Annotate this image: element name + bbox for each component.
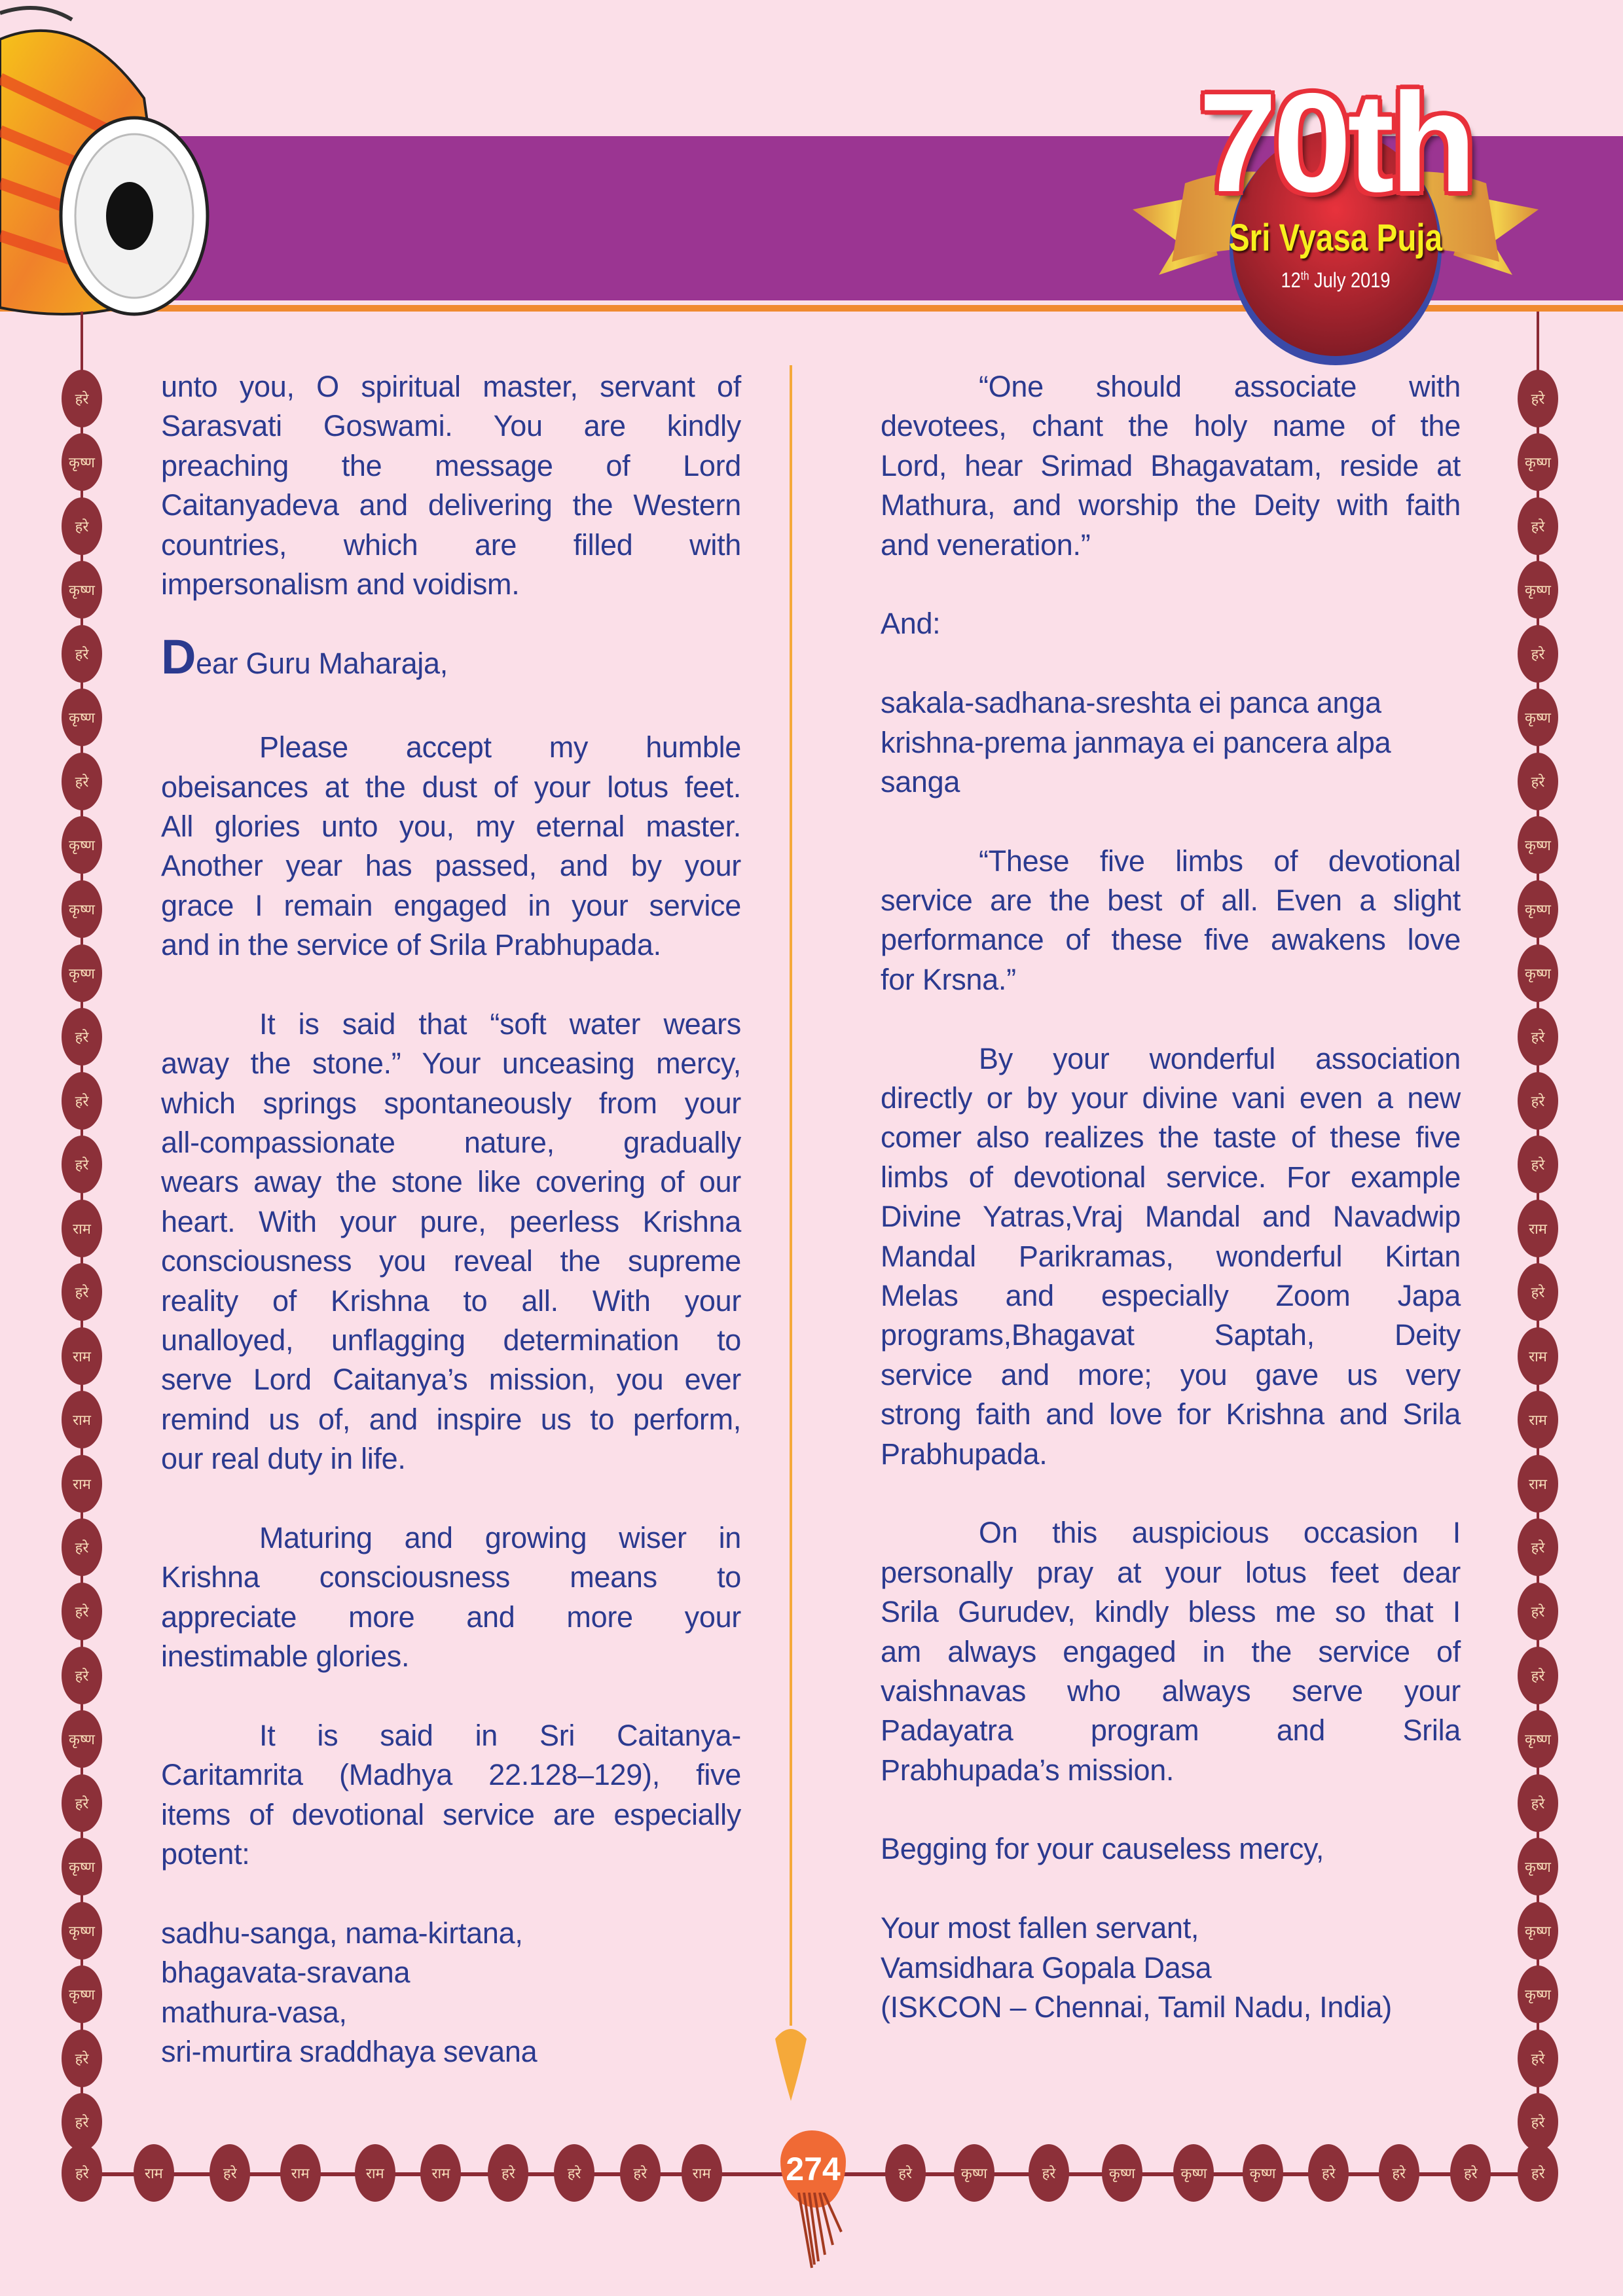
japa-bead: कृष्ण xyxy=(1518,1965,1558,2023)
japa-bead: हरे xyxy=(62,1072,102,1130)
japa-bead: कृष्ण xyxy=(62,1838,102,1895)
text-line: Lord, hear Srimad Bhagavatam, reside at xyxy=(881,448,1461,482)
japa-bead: राम xyxy=(420,2144,461,2202)
japa-bead: कृष्ण xyxy=(1243,2144,1283,2202)
japa-bead: कृष्ण xyxy=(1518,1710,1558,1768)
paragraph xyxy=(161,1716,741,1874)
text-line: Divine Yatras,Vraj Mandal and Navadwip xyxy=(881,1200,1461,1234)
japa-bead: कृष्ण xyxy=(62,944,102,1002)
paragraph xyxy=(161,1518,741,1677)
text-line: service and more; you gave us very xyxy=(881,1357,1461,1391)
japa-bead: हरे xyxy=(62,370,102,427)
text-line: items of devotional service are especially xyxy=(161,1797,741,1831)
text-line: impersonalism and voidism. xyxy=(161,567,520,601)
japa-bead: हरे xyxy=(1518,1583,1558,1640)
japa-bead: हरे xyxy=(62,2030,102,2087)
text-line: grace I remain engaged in your service xyxy=(161,888,741,922)
japa-bead: कृष्ण xyxy=(1518,433,1558,491)
japa-bead: हरे xyxy=(1518,753,1558,810)
japa-bead: कृष्ण xyxy=(1173,2144,1214,2202)
text-line: Caritamrita (Madhya 22.128–129), five xyxy=(161,1758,741,1792)
japa-bead: राम xyxy=(1518,1455,1558,1513)
text-line: bhagavata-sravana xyxy=(161,1956,410,1990)
text-line: inestimable glories. xyxy=(161,1640,410,1674)
closing xyxy=(881,1829,1461,1869)
text-line: Mandal Parikramas, wonderful Kirtan xyxy=(881,1239,1461,1273)
japa-bead: राम xyxy=(1518,1327,1558,1385)
text-line: Vamsidhara Gopala Dasa xyxy=(881,1950,1212,1984)
japa-bead: हरे xyxy=(1518,1072,1558,1130)
text-line: sadhu-sanga, nama-kirtana, xyxy=(161,1916,523,1950)
japa-bead: हरे xyxy=(62,1008,102,1066)
text-line: service are the best of all. Even a slight xyxy=(881,884,1461,918)
text-line: sri-murtira sraddhaya sevana xyxy=(161,2035,538,2069)
japa-bead: कृष्ण xyxy=(1518,816,1558,874)
text-line: potent: xyxy=(161,1837,250,1871)
text-line: wears away the stone like covering of our xyxy=(161,1165,741,1199)
japa-bead: कृष्ण xyxy=(62,1710,102,1768)
text-line: and in the service of Srila Prabhupada. xyxy=(161,928,661,962)
japa-bead: हरे xyxy=(1029,2144,1069,2202)
japa-bead: हरे xyxy=(1450,2144,1491,2202)
text-line: Caitanyadeva and delivering the Western xyxy=(161,488,741,522)
text-line: mathura-vasa, xyxy=(161,1995,347,2029)
text-line: consciousness you reveal the supreme xyxy=(161,1244,741,1278)
japa-bead: हरे xyxy=(62,1647,102,1704)
japa-bead: कृष्ण xyxy=(1518,944,1558,1002)
japa-bead: हरे xyxy=(620,2144,661,2202)
text-line: comer also realizes the taste of these five xyxy=(881,1121,1461,1155)
japa-bead: हरे xyxy=(488,2144,528,2202)
japa-bead: राम xyxy=(1518,1200,1558,1257)
text-line: strong faith and love for Krishna and Srila xyxy=(881,1397,1461,1431)
japa-bead: कृष्ण xyxy=(62,689,102,746)
text-line: Maturing and growing wiser in xyxy=(259,1520,741,1554)
japa-bead: हरे xyxy=(885,2144,926,2202)
text-line: On this auspicious occasion I xyxy=(979,1516,1461,1550)
japa-bead: राम xyxy=(682,2144,722,2202)
paragraph xyxy=(881,842,1461,1000)
text-line: unto you, O spiritual master, servant of xyxy=(161,370,741,403)
text-line: Prabhupada. xyxy=(881,1437,1048,1471)
japa-bead: हरे xyxy=(1518,1647,1558,1704)
japa-bead: कृष्ण xyxy=(1518,880,1558,938)
japa-bead: हरे xyxy=(62,497,102,555)
japa-bead: हरे xyxy=(1518,1136,1558,1193)
text-line: “These five limbs of devotional xyxy=(979,844,1461,878)
paragraph xyxy=(881,367,1461,565)
japa-bead: हरे xyxy=(62,1774,102,1832)
salutation: Dear Guru Maharaja, xyxy=(161,629,448,684)
japa-bead: कृष्ण xyxy=(62,1902,102,1960)
tassel-ornament xyxy=(786,2193,851,2271)
text-line: sakala-sadhana-sreshta ei panca anga xyxy=(881,686,1381,720)
japa-bead: कृष्ण xyxy=(62,433,102,491)
japa-bead: राम xyxy=(280,2144,321,2202)
text-line: Mathura, and worship the Deity with faith xyxy=(881,488,1461,522)
japa-bead: कृष्ण xyxy=(954,2144,994,2202)
japa-bead: कृष्ण xyxy=(62,816,102,874)
text-line: sanga xyxy=(881,764,960,798)
paragraph xyxy=(161,1005,741,1479)
japa-bead: कृष्ण xyxy=(62,880,102,938)
text-line: away the stone.” Your unceasing mercy, xyxy=(161,1047,741,1081)
text-line: It is said that “soft water wears xyxy=(259,1007,741,1041)
japa-bead: कृष्ण xyxy=(1518,561,1558,619)
text-line: countries, which are filled with xyxy=(161,528,741,562)
verse xyxy=(161,1914,741,2072)
column-divider xyxy=(790,365,792,2015)
text-line: performance of these five awakens love xyxy=(881,923,1461,957)
japa-bead: हरे xyxy=(1518,497,1558,555)
left-column xyxy=(161,367,741,2111)
text-line: obeisances at the dust of your lotus feet. xyxy=(161,770,741,804)
text-line: limbs of devotional service. For example xyxy=(881,1160,1461,1194)
japa-bead: हरे xyxy=(62,1263,102,1321)
text-line: Melas and especially Zoom Japa xyxy=(881,1278,1461,1312)
japa-bead: हरे xyxy=(1518,625,1558,683)
japa-bead: राम xyxy=(62,1327,102,1385)
text-line: Your most fallen servant, xyxy=(881,1911,1199,1945)
text-line: programs,Bhagavat Saptah, Deity xyxy=(881,1318,1461,1352)
paragraph xyxy=(161,728,741,965)
paragraph xyxy=(881,1513,1461,1790)
japa-bead: कृष्ण xyxy=(1518,1838,1558,1895)
text-line: remind us of, and inspire us to perform, xyxy=(161,1402,741,1436)
japa-bead: हरे xyxy=(62,1518,102,1576)
japa-bead: हरे xyxy=(1518,1008,1558,1066)
text-line: all-compassionate nature, gradually xyxy=(161,1126,741,1160)
text-line: Krishna consciousness means to xyxy=(161,1560,741,1594)
paragraph xyxy=(881,1039,1461,1474)
japa-bead: राम xyxy=(62,1455,102,1513)
japa-bead: हरे xyxy=(1518,2093,1558,2151)
drop-cap: D xyxy=(161,629,196,684)
japa-bead: राम xyxy=(62,1391,102,1448)
japa-bead: कृष्ण xyxy=(1518,1902,1558,1960)
text-line: for Krsna.” xyxy=(881,962,1016,996)
text-line: All glories unto you, my eternal master. xyxy=(161,809,741,843)
text-line: vaishnavas who always serve your xyxy=(881,1674,1461,1708)
badge-title: 70th xyxy=(1198,63,1473,221)
japa-bead: हरे xyxy=(62,753,102,810)
text-line: Padayatra program and Srila xyxy=(881,1713,1461,1748)
text-line: Sarasvati Goswami. You are kindly xyxy=(161,409,741,443)
japa-bead: राम xyxy=(134,2144,174,2202)
text-line: unalloyed, unflagging determination to xyxy=(161,1323,741,1357)
text-line: directly or by your divine vani even a new xyxy=(881,1081,1461,1115)
text-line: heart. With your pure, peerless Krishna xyxy=(161,1204,741,1238)
text-line: am always engaged in the service of xyxy=(881,1634,1461,1668)
text-line: “One should associate with xyxy=(979,370,1461,403)
japa-bead: कृष्ण xyxy=(1518,689,1558,746)
text-line: serve Lord Caitanya’s mission, you ever xyxy=(161,1363,741,1397)
japa-bead: हरे xyxy=(1379,2144,1419,2202)
japa-bead: हरे xyxy=(1518,1518,1558,1576)
text-line: which springs spontaneously from your xyxy=(161,1086,741,1120)
text-line: our real duty in life. xyxy=(161,1442,406,1476)
japa-bead: कृष्ण xyxy=(62,1965,102,2023)
japa-bead: कृष्ण xyxy=(62,561,102,619)
text-line: Srila Gurudev, kindly bless me so that I xyxy=(881,1595,1461,1629)
text-line: devotees, chant the holy name of the xyxy=(881,409,1461,443)
mridanga-drum-illustration xyxy=(0,0,249,321)
japa-bead: राम xyxy=(1518,1391,1558,1448)
text-line: And: xyxy=(881,607,941,641)
text-line: Begging for your causeless mercy, xyxy=(881,1832,1324,1866)
text-line: Another year has passed, and by your xyxy=(161,849,741,883)
signature xyxy=(881,1909,1461,2027)
text-line: krishna-prema janmaya ei pancera alpa xyxy=(881,725,1391,759)
divider-drop-ornament xyxy=(773,2013,809,2104)
japa-bead: हरे xyxy=(1518,2144,1558,2202)
japa-bead: हरे xyxy=(62,2144,102,2202)
japa-bead: हरे xyxy=(62,2093,102,2151)
text-line: Please accept my humble xyxy=(259,730,741,764)
paragraph xyxy=(161,367,741,604)
text-line: (ISKCON – Chennai, Tamil Nadu, India) xyxy=(881,1990,1392,2024)
japa-bead: हरे xyxy=(1308,2144,1349,2202)
text-line: appreciate more and more your xyxy=(161,1600,741,1634)
japa-bead: राम xyxy=(62,1200,102,1257)
japa-bead: हरे xyxy=(1518,2030,1558,2087)
verse xyxy=(881,683,1461,802)
text-line: personally pray at your lotus feet dear xyxy=(881,1555,1461,1589)
japa-bead: हरे xyxy=(1518,1263,1558,1321)
badge-subtitle: Sri Vyasa Puja xyxy=(1228,217,1443,259)
japa-bead: राम xyxy=(355,2144,395,2202)
text-line: reality of Krishna to all. With your xyxy=(161,1283,741,1318)
text-line: Prabhupada’s mission. xyxy=(881,1753,1175,1787)
japa-bead: हरे xyxy=(62,625,102,683)
badge-date: 12th July 2019 xyxy=(1281,268,1391,292)
text-line: and veneration.” xyxy=(881,528,1091,562)
japa-bead: हरे xyxy=(1518,1774,1558,1832)
japa-bead: हरे xyxy=(62,1136,102,1193)
japa-bead: हरे xyxy=(1518,370,1558,427)
paragraph xyxy=(881,604,1461,643)
right-column xyxy=(881,367,1461,2067)
japa-bead: हरे xyxy=(554,2144,594,2202)
text-line: preaching the message of Lord xyxy=(161,448,741,482)
anniversary-badge xyxy=(1106,59,1565,367)
japa-bead: हरे xyxy=(210,2144,250,2202)
text-line: By your wonderful association xyxy=(979,1041,1461,1075)
japa-bead: कृष्ण xyxy=(1102,2144,1142,2202)
page-number: 274 xyxy=(780,2130,846,2208)
text-line: It is said in Sri Caitanya- xyxy=(259,1718,741,1752)
japa-bead: हरे xyxy=(62,1583,102,1640)
